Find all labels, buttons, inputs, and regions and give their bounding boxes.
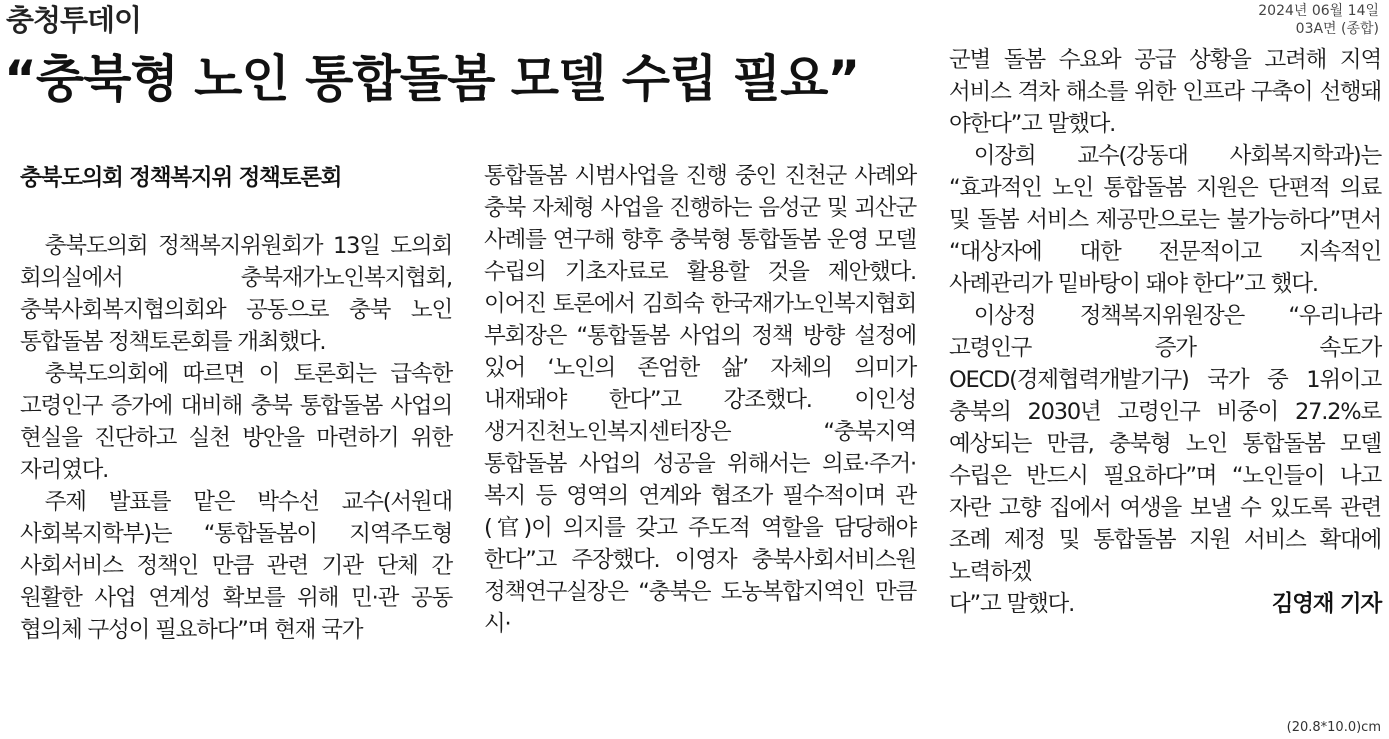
closing-text: 다”고 말했다. <box>949 591 1075 617</box>
paragraph: 군별 돌봄 수요와 공급 상황을 고려해 지역 서비스 격차 해소를 위한 인프라 구축이 선행돼 야한다”고 말했다. <box>949 47 1381 137</box>
paragraph: 통합돌봄 시범사업을 진행 중인 진천군 사례와 충북 자체형 사업을 진행하는 음성군 및 괴산군 사례를 연구해 향후 충북형 통합돌봄 운영 모델 수립의 기초자료로 활용할 것을 제안했다. 이어진 토론에서 김희숙 한국재가노인복지협회 부회장은 “통합돌봄 사업의 정책 방향 설정에 있어 ‘노인의 존엄한 삶’ 자체의 의미가 내재돼야 한다”고 강조했다. 이인성 생거진천노인복지센터장은 “충북지역 통합돌봄 사업의 성공을 위해서는 의료·주거·복지 등 영역의 연계와 협조가 필수적이며 관(官)이 의지를 갖고 주도적 역할을 담당해야 한다”고 주장했다. 이영자 충북사회서비스원 정책연구실장은 “충북은 도농복합지역인 만큼 시· <box>484 163 916 637</box>
article-meta <box>1258 2 1379 38</box>
article-subheadline: 충북도의회 정책복지위 정책토론회 <box>20 165 342 191</box>
paragraph: 주제 발표를 맡은 박수선 교수(서원대 사회복지학부)는 “통합돌봄이 지역주도형 사회서비스 정책인 만큼 관련 기관 단체 간 원활한 사업 연계성 확보를 위해 민·관 공동 협의체 구성이 필요하다”며 현재 국가 <box>20 489 452 643</box>
reporter-byline: 김영재 기자 <box>1271 591 1381 617</box>
paragraph: 이상정 정책복지위원장은 “우리나라 고령인구 증가 속도가 OECD(경제협력개발기구) 국가 중 1위이고 충북의 2030년 고령인구 비중이 27.2%로 예상되는 만큼, 충북형 노인 통합돌봄 모델 수립은 반드시 필요하다”며 “노인들이 나고 자란 고향 집에서 여생을 보낼 수 있도록 관련 조례 제정 및 통합돌봄 지원 서비스 확대에 노력하겠 <box>949 303 1381 585</box>
closing-line <box>949 588 1381 620</box>
article-column-2 <box>484 160 916 640</box>
article-size-note: (20.8*10.0)cm <box>1286 720 1381 735</box>
page-section: 03A면 (종합) <box>1295 21 1379 37</box>
publication-logo: 충청투데이 <box>6 3 142 37</box>
paragraph: 충북도의회에 따르면 이 토론회는 급속한 고령인구 증가에 대비해 충북 통합돌봄 사업의 현실을 진단하고 실천 방안을 마련하기 위한 자리였다. <box>20 361 452 483</box>
paragraph: 충북도의회 정책복지위원회가 13일 도의회 회의실에서 충북재가노인복지협회, 충북사회복지협의회와 공동으로 충북 노인 통합돌봄 정책토론회를 개최했다. <box>20 233 452 355</box>
paragraph: 이장희 교수(강동대 사회복지학과)는 “효과적인 노인 통합돌봄 지원은 단편적 의료 및 돌봄 서비스 제공만으로는 불가능하다”면서 “대상자에 대한 전문적이고 지속적인 사례관리가 밑바탕이 돼야 한다”고 했다. <box>949 143 1381 297</box>
article-headline: “충북형 노인 통합돌봄 모델 수립 필요” <box>4 50 860 108</box>
article-column-3 <box>949 44 1381 620</box>
publication-date: 2024년 06월 14일 <box>1258 3 1379 19</box>
article-column-1 <box>20 230 452 646</box>
